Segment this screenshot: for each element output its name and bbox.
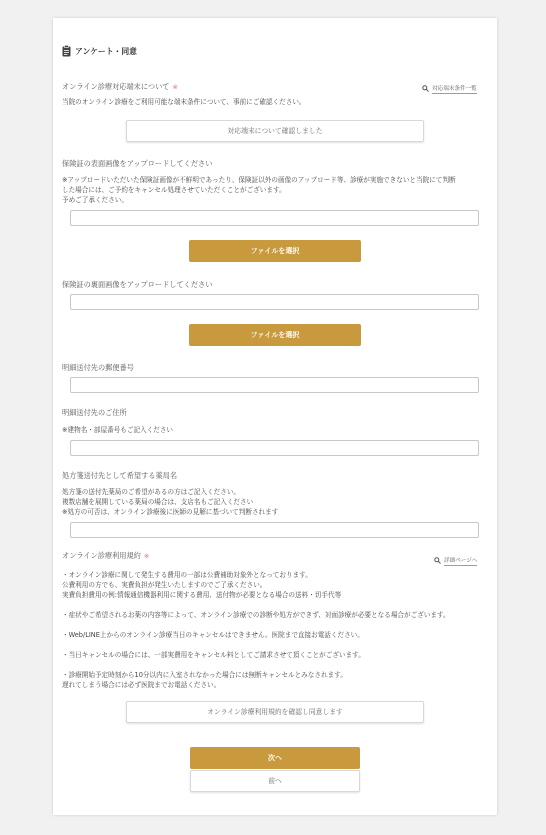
pharmacy-input[interactable] <box>70 522 479 538</box>
insurance-note-line1: ※アップロードいただいた保険証画像が不鮮明であったり、保険証以外の画像のアップロード等、診療が実施できないと当院にて判断 <box>62 176 456 184</box>
search-icon <box>422 85 429 92</box>
device-confirm-button[interactable]: 対応端末について確認しました <box>126 120 424 142</box>
address-note: ※建物名・部屋番号もご記入ください <box>62 426 174 434</box>
postal-code-input[interactable] <box>70 377 479 393</box>
terms-text-line: ・当日キャンセルの場合には、一部実費用をキャンセル料としてご請求させて頂くことがございます。 <box>62 651 365 659</box>
insurance-note-line3: 予めご了承ください。 <box>62 196 128 204</box>
required-mark: ※ <box>172 83 178 91</box>
terms-agree-button[interactable]: オンライン診療利用規約を確認し同意します <box>126 701 424 723</box>
terms-detail-link[interactable]: 詳細ページへ <box>444 558 478 564</box>
terms-text-line: ・症状やご希望されるお薬の内容等によって、オンライン診療での診断や処方ができず、対面診療が必要となる場合がございます。 <box>62 611 450 619</box>
insurance-back-label: 保険証の裏面画像をアップロードしてください <box>62 280 213 289</box>
device-description: 当院のオンライン診療をご利用可能な端末条件について、事前にご確認ください。 <box>62 98 306 106</box>
address-label: 明細送付先のご住所 <box>62 408 127 417</box>
terms-label <box>62 551 149 561</box>
required-mark: ※ <box>143 552 150 560</box>
terms-text-line: ・診療開始予定時刻から10分以内に入室されなかった場合には無断キャンセルとみなされます。 <box>62 671 347 679</box>
terms-text-line: 遅れてしまう場合には必ず医院までお電話ください。 <box>62 681 221 689</box>
terms-label-text: オンライン診療利用規約 <box>62 551 141 560</box>
page-title: アンケート・同意 <box>75 47 137 56</box>
clipboard-icon <box>62 45 71 57</box>
device-conditions-link[interactable]: 対応端末条件一覧 <box>432 86 477 92</box>
prev-button[interactable]: 前へ <box>190 770 360 792</box>
next-button[interactable]: 次へ <box>190 747 360 769</box>
insurance-note-line2: した場合には、ご予約をキャンセル処理させていただくことがございます。 <box>62 186 286 194</box>
device-label-text: オンライン診療対応端末について <box>62 82 170 91</box>
terms-text-line: ・Web/LINE上からのオンライン診療当日のキャンセルはできません。医院まで直接お電話ください。 <box>62 631 364 639</box>
insurance-back-file-button[interactable]: ファイルを選択 <box>189 324 361 346</box>
insurance-back-field[interactable] <box>70 294 479 310</box>
insurance-front-file-button[interactable]: ファイルを選択 <box>189 240 361 262</box>
insurance-front-label: 保険証の表面画像をアップロードしてください <box>62 159 213 168</box>
search-icon <box>434 557 441 564</box>
terms-text-line: ・オンライン診療に関して発生する費用の一部は公費補助対象外となっております。 <box>62 571 312 579</box>
pharmacy-label: 処方箋送付先として希望する薬局名 <box>62 471 178 480</box>
terms-text-line: 実費負担費用の例:情報通信機器利用に関する費用、送付物が必要となる場合の送料・切手代等 <box>62 591 342 599</box>
postal-code-label: 明細送付先の郵便番号 <box>62 363 134 372</box>
pharmacy-note-line1: 処方箋の送付先薬局のご希望があるの方はご記入ください。 <box>62 488 241 496</box>
pharmacy-note-line2: 複数店舗を展開している薬局の場合は、支店名もご記入ください <box>62 498 254 506</box>
pharmacy-note-line3: ※処方の可否は、オンライン診療後に医師の見解に基づいて判断されます <box>62 508 279 516</box>
insurance-front-field[interactable] <box>70 210 479 226</box>
terms-text-line: 公費利用の方でも、実費負担が発生いたしますのでご了承ください。 <box>62 581 267 589</box>
address-input[interactable] <box>70 440 479 456</box>
form-card <box>53 18 497 815</box>
device-label <box>62 82 178 92</box>
